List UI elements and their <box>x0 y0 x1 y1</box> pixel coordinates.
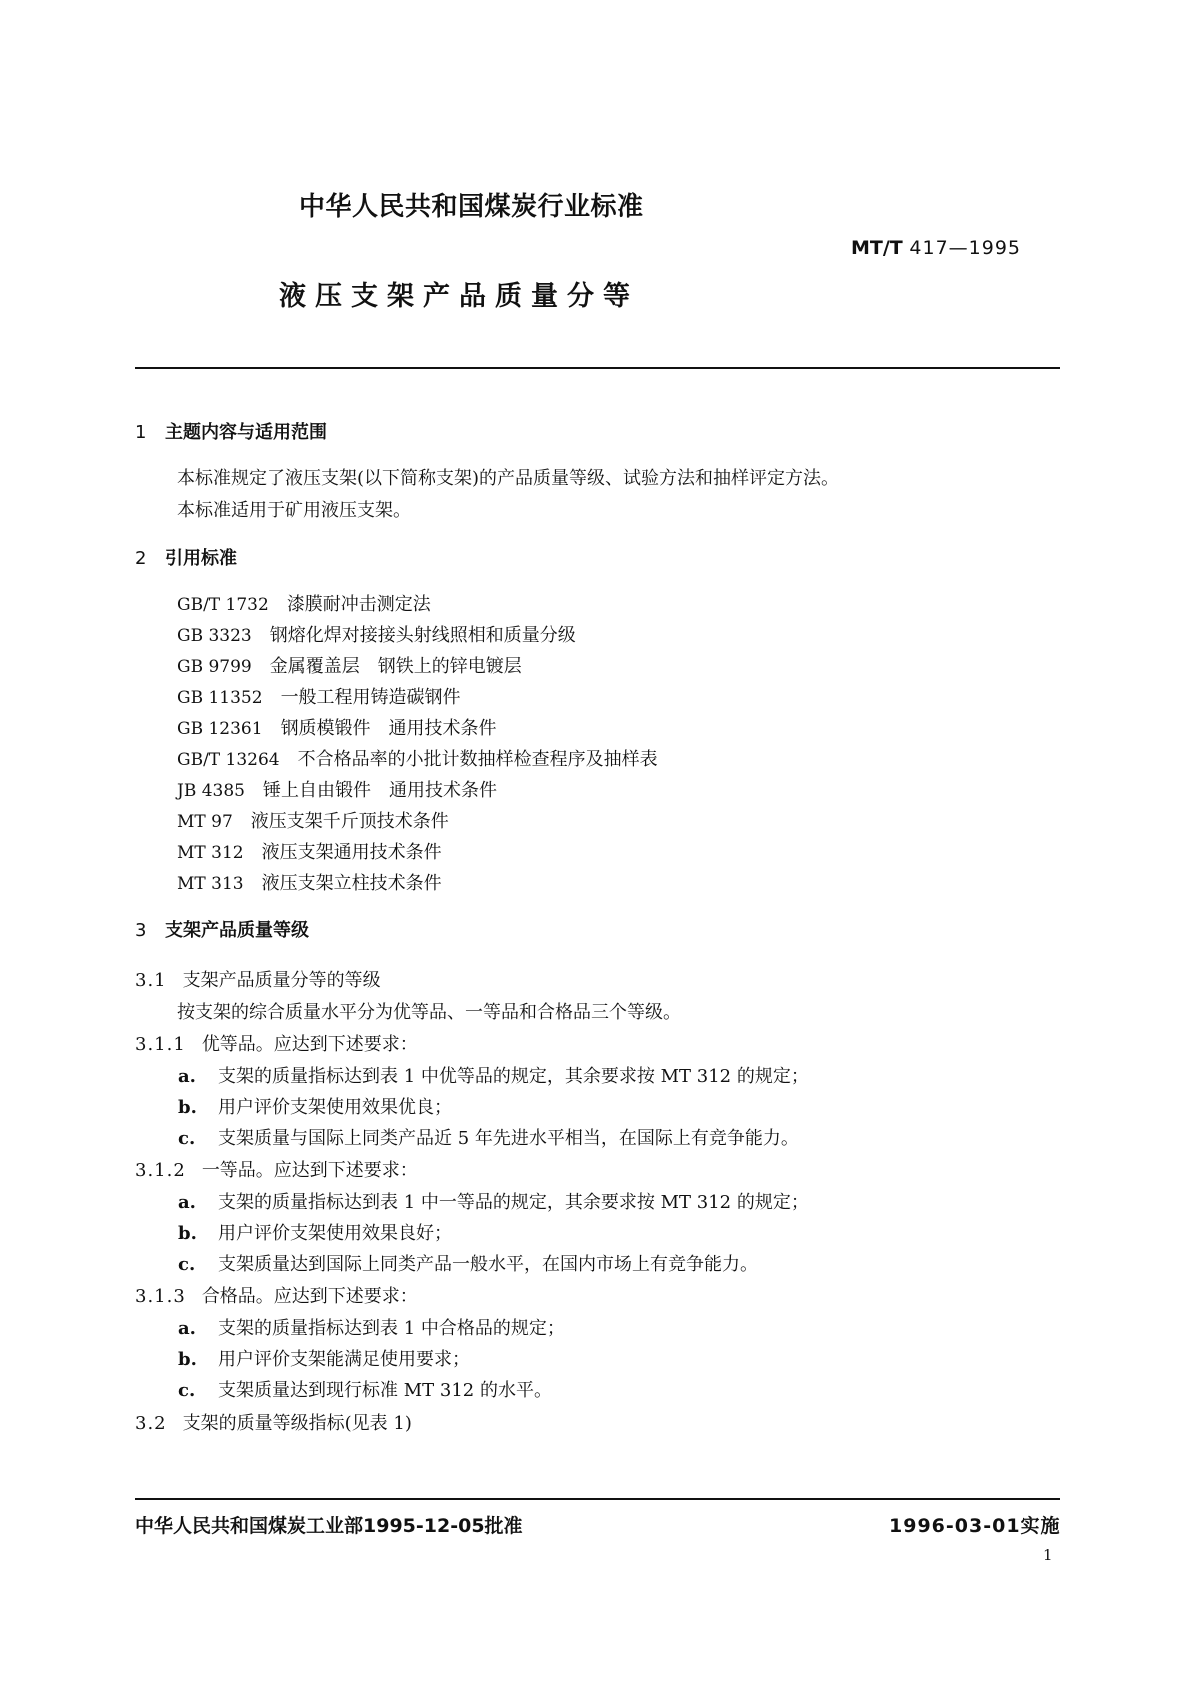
list-item <box>178 1093 452 1119</box>
item-text: 用户评价支架使用效果优良； <box>218 1097 452 1118</box>
list-item <box>178 1062 809 1088</box>
reference-name: 一般工程用铸造碳钢件 <box>280 687 461 708</box>
list-item <box>178 1314 565 1340</box>
item-label: b. <box>178 1097 197 1118</box>
section-number: 2 <box>135 548 147 569</box>
reference-item <box>177 714 497 740</box>
item-text: 支架的质量指标达到表 1 中合格品的规定； <box>218 1318 565 1339</box>
reference-item <box>177 869 442 895</box>
subsection-3-1-1 <box>135 1030 418 1056</box>
list-item <box>178 1188 809 1214</box>
reference-code: GB 9799 <box>177 657 252 677</box>
subsection-title: 一等品。应达到下述要求： <box>201 1160 418 1181</box>
reference-code: GB 11352 <box>177 688 263 708</box>
standard-code-prefix: MT/T <box>851 237 903 259</box>
item-label: a. <box>178 1192 196 1213</box>
item-label: a. <box>178 1066 196 1087</box>
reference-name: 钢熔化焊对接接头射线照相和质量分级 <box>269 625 576 646</box>
section-title: 主题内容与适用范围 <box>165 422 327 443</box>
list-item <box>178 1250 758 1276</box>
page-number: 1 <box>1043 1546 1053 1564</box>
subsection-number: 3.1 <box>135 970 167 991</box>
reference-code: JB 4385 <box>177 781 245 801</box>
subsection-3-1 <box>135 966 381 992</box>
paragraph: 本标准规定了液压支架(以下简称支架)的产品质量等级、试验方法和抽样评定方法。 <box>177 468 840 489</box>
approval-line: 中华人民共和国煤炭工业部1995-12-05批准 <box>135 1515 523 1537</box>
reference-name: 液压支架通用技术条件 <box>261 842 442 863</box>
section-3-heading <box>135 916 309 942</box>
section-2-heading <box>135 544 237 570</box>
reference-item <box>177 652 522 678</box>
item-text: 支架质量达到现行标准 MT 312 的水平。 <box>218 1380 552 1401</box>
item-text: 用户评价支架使用效果良好； <box>218 1223 452 1244</box>
list-item <box>178 1376 552 1402</box>
organization-title: 中华人民共和国煤炭行业标准 <box>299 192 644 222</box>
item-text: 用户评价支架能满足使用要求； <box>218 1349 470 1370</box>
section-number: 1 <box>135 422 147 443</box>
subsection-title: 支架的质量等级指标(见表 1) <box>182 1413 412 1434</box>
reference-item <box>177 621 576 647</box>
list-item <box>178 1345 470 1371</box>
standard-code <box>851 237 1021 259</box>
reference-item <box>177 838 442 864</box>
list-item <box>178 1219 452 1245</box>
reference-name: 液压支架立柱技术条件 <box>261 873 442 894</box>
section-title: 支架产品质量等级 <box>165 920 309 941</box>
item-label: a. <box>178 1318 196 1339</box>
standard-code-number: 417—1995 <box>909 237 1022 259</box>
reference-item <box>177 776 497 802</box>
item-label: c. <box>178 1128 196 1149</box>
reference-name: 金属覆盖层 钢铁上的锌电镀层 <box>269 656 522 677</box>
subsection-number: 3.1.2 <box>135 1160 186 1181</box>
reference-code: GB 3323 <box>177 626 252 646</box>
reference-code: GB/T 1732 <box>177 595 269 615</box>
paragraph: 本标准适用于矿用液压支架。 <box>177 500 411 521</box>
item-text: 支架质量达到国际上同类产品一般水平，在国内市场上有竞争能力。 <box>218 1254 758 1275</box>
subsection-number: 3.2 <box>135 1413 167 1434</box>
subsection-number: 3.1.3 <box>135 1286 186 1307</box>
reference-name: 不合格品率的小批计数抽样检查程序及抽样表 <box>297 749 658 770</box>
item-text: 支架质量与国际上同类产品近 5 年先进水平相当，在国际上有竞争能力。 <box>218 1128 799 1149</box>
section-1-heading <box>135 418 327 444</box>
reference-item <box>177 745 658 771</box>
reference-item <box>177 807 449 833</box>
footer-divider <box>135 1498 1060 1500</box>
subsection-title: 支架产品质量分等的等级 <box>182 970 381 991</box>
effective-date: 1996-03-01实施 <box>889 1515 1061 1537</box>
paragraph: 按支架的综合质量水平分为优等品、一等品和合格品三个等级。 <box>177 1002 681 1023</box>
reference-code: MT 97 <box>177 812 233 832</box>
section-title: 引用标准 <box>165 548 237 569</box>
subsection-number: 3.1.1 <box>135 1034 186 1055</box>
item-label: c. <box>178 1254 196 1275</box>
item-text: 支架的质量指标达到表 1 中优等品的规定，其余要求按 MT 312 的规定； <box>218 1066 809 1087</box>
subsection-3-1-3 <box>135 1282 418 1308</box>
reference-code: MT 312 <box>177 843 244 863</box>
list-item <box>178 1124 799 1150</box>
item-label: b. <box>178 1223 197 1244</box>
item-label: b. <box>178 1349 197 1370</box>
document-title: 液压支架产品质量分等 <box>279 281 639 312</box>
reference-name: 钢质模锻件 通用技术条件 <box>280 718 497 739</box>
subsection-3-2 <box>135 1409 412 1435</box>
section-number: 3 <box>135 920 147 941</box>
reference-name: 漆膜耐冲击测定法 <box>286 594 431 615</box>
reference-item <box>177 590 431 616</box>
item-text: 支架的质量指标达到表 1 中一等品的规定，其余要求按 MT 312 的规定； <box>218 1192 809 1213</box>
header-divider <box>135 367 1060 369</box>
reference-name: 锤上自由锻件 通用技术条件 <box>262 780 497 801</box>
reference-code: GB 12361 <box>177 719 263 739</box>
reference-code: MT 313 <box>177 874 244 894</box>
reference-item <box>177 683 461 709</box>
subsection-title: 合格品。应达到下述要求： <box>201 1286 418 1307</box>
reference-name: 液压支架千斤顶技术条件 <box>250 811 449 832</box>
item-label: c. <box>178 1380 196 1401</box>
reference-code: GB/T 13264 <box>177 750 280 770</box>
subsection-3-1-2 <box>135 1156 418 1182</box>
subsection-title: 优等品。应达到下述要求： <box>201 1034 418 1055</box>
